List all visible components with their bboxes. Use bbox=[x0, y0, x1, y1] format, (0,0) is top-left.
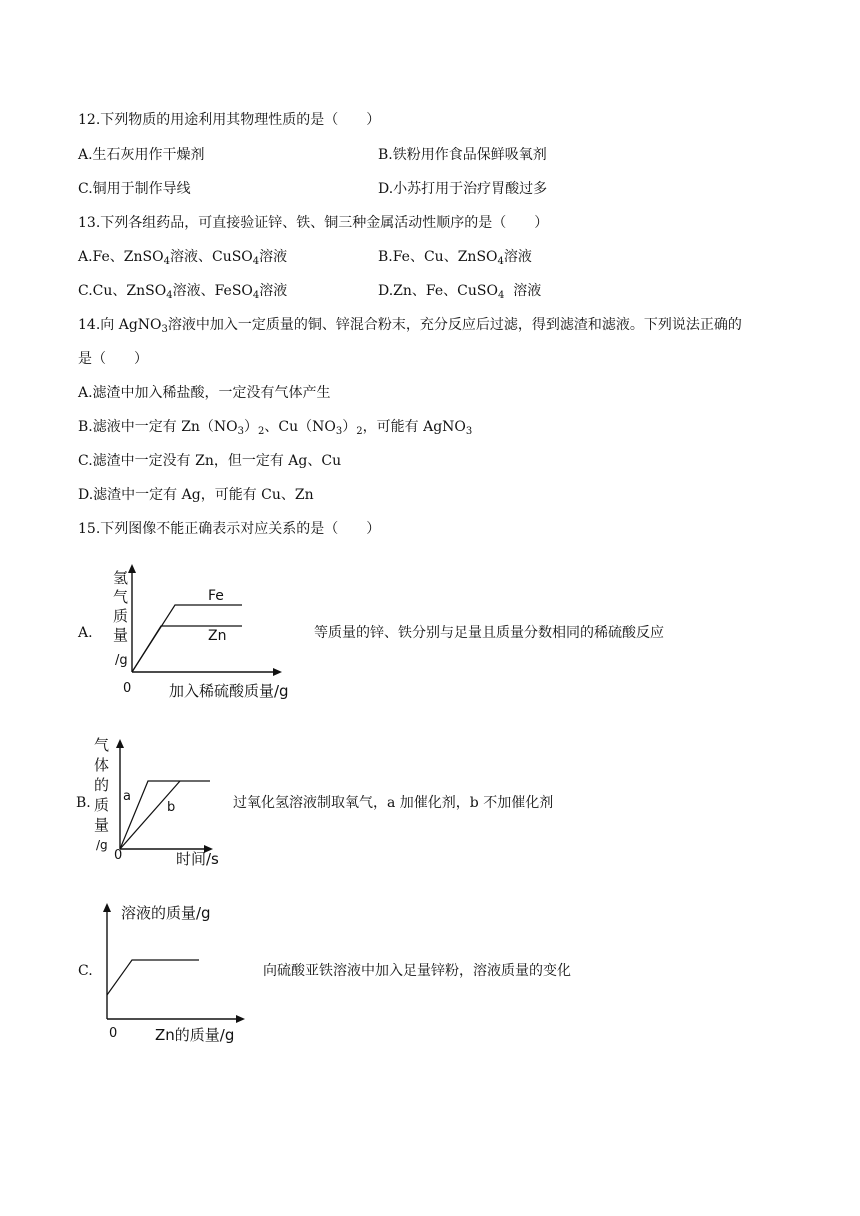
y-label-char-2: 体 bbox=[94, 756, 110, 774]
q14-option-c: C.滤渣中一定没有 Zn，但一定有 Ag、Cu bbox=[78, 453, 342, 469]
y-label-char-3: 的 bbox=[94, 776, 110, 794]
y-label-unit: /g bbox=[115, 653, 128, 668]
q15-option-b-letter: B. bbox=[76, 795, 91, 811]
y-label-char-1: 氢 bbox=[113, 569, 129, 587]
q15-option-a-desc: 等质量的锌、铁分别与足量且质量分数相同的稀硫酸反应 bbox=[314, 625, 664, 641]
q13-option-d: D.Zn、Fe、CuSO$_4$ 溶液 bbox=[378, 283, 542, 301]
x-axis-arrow bbox=[273, 668, 282, 676]
origin-label: 0 bbox=[123, 681, 132, 696]
q12-option-c: C.铜用于制作导线 bbox=[78, 181, 191, 197]
y-label-unit: /g bbox=[96, 838, 108, 852]
q12-option-a: A.生石灰用作干燥剂 bbox=[78, 147, 205, 163]
y-axis-arrow bbox=[116, 739, 124, 748]
q15-graph-a bbox=[105, 560, 315, 705]
origin-label: 0 bbox=[114, 848, 123, 863]
y-axis-arrow bbox=[128, 564, 136, 573]
y-axis-arrow bbox=[103, 903, 111, 912]
q14-option-b: B.滤液中一定有 $Zn(NO_3)_2$、$Cu(NO_3)_2$，可能有 AgNO$_3$ bbox=[78, 419, 473, 437]
origin-label: 0 bbox=[109, 1026, 118, 1041]
q14-option-d: D.滤渣中一定有 Ag，可能有 Cu、Zn bbox=[78, 487, 314, 503]
y-label-char-4: 量 bbox=[113, 626, 129, 644]
q13-stem: 13.下列各组药品，可直接验证锌、铁、铜三种金属活动性顺序的是（ ） bbox=[78, 215, 549, 231]
b-label: b bbox=[167, 800, 176, 815]
q15-option-c-letter: C. bbox=[78, 963, 93, 979]
solution-mass-curve bbox=[107, 960, 199, 995]
x-label: 加入稀硫酸质量/g bbox=[169, 682, 289, 700]
q14-stem-line2: 是（ ） bbox=[78, 351, 148, 367]
y-label-char-2: 气 bbox=[113, 588, 129, 606]
q14-stem-line1: 14.向 AgNO$_3$溶液中加入一定质量的铜、锌混合粉末，充分反应后过滤，得到滤渣和滤液。下列说法正确的 bbox=[78, 317, 742, 335]
y-label-char-1: 气 bbox=[94, 736, 110, 754]
x-label: Zn的质量/g bbox=[155, 1026, 235, 1044]
q15-option-c-desc: 向硫酸亚铁溶液中加入足量锌粉，溶液质量的变化 bbox=[263, 963, 571, 979]
y-label-char-4: 质 bbox=[94, 796, 110, 814]
q14-option-a: A.滤渣中加入稀盐酸，一定没有气体产生 bbox=[78, 385, 331, 401]
y-label-char-3: 质 bbox=[113, 607, 129, 625]
q13-option-c: C.Cu、ZnSO$_4$溶液、FeSO$_4$溶液 bbox=[78, 283, 288, 301]
zn-label: Zn bbox=[208, 628, 227, 644]
a-label: a bbox=[123, 789, 131, 804]
a-curve bbox=[120, 781, 210, 849]
q13-option-b: B.Fe、Cu、ZnSO$_4$溶液 bbox=[378, 249, 532, 267]
q15-graph-b bbox=[88, 732, 248, 872]
q15-graph-c bbox=[95, 898, 255, 1046]
q12-option-b: B.铁粉用作食品保鲜吸氧剂 bbox=[378, 147, 547, 163]
q15-stem: 15.下列图像不能正确表示对应关系的是（ ） bbox=[78, 521, 381, 537]
x-axis-arrow bbox=[236, 1015, 245, 1023]
q15-option-a-letter: A. bbox=[78, 625, 93, 641]
y-label-char-5: 量 bbox=[94, 816, 110, 834]
q15-option-b-desc: 过氧化氢溶液制取氧气，a 加催化剂，b 不加催化剂 bbox=[233, 795, 554, 811]
q12-stem: 12.下列物质的用途利用其物理性质的是（ ） bbox=[78, 112, 381, 128]
q12-option-d: D.小苏打用于治疗胃酸过多 bbox=[378, 181, 548, 197]
fe-label: Fe bbox=[208, 588, 224, 604]
x-label: 时间/s bbox=[176, 850, 219, 868]
q13-option-a: A.Fe、ZnSO$_4$溶液、CuSO$_4$溶液 bbox=[78, 249, 288, 267]
y-label: 溶液的质量/g bbox=[121, 904, 211, 922]
